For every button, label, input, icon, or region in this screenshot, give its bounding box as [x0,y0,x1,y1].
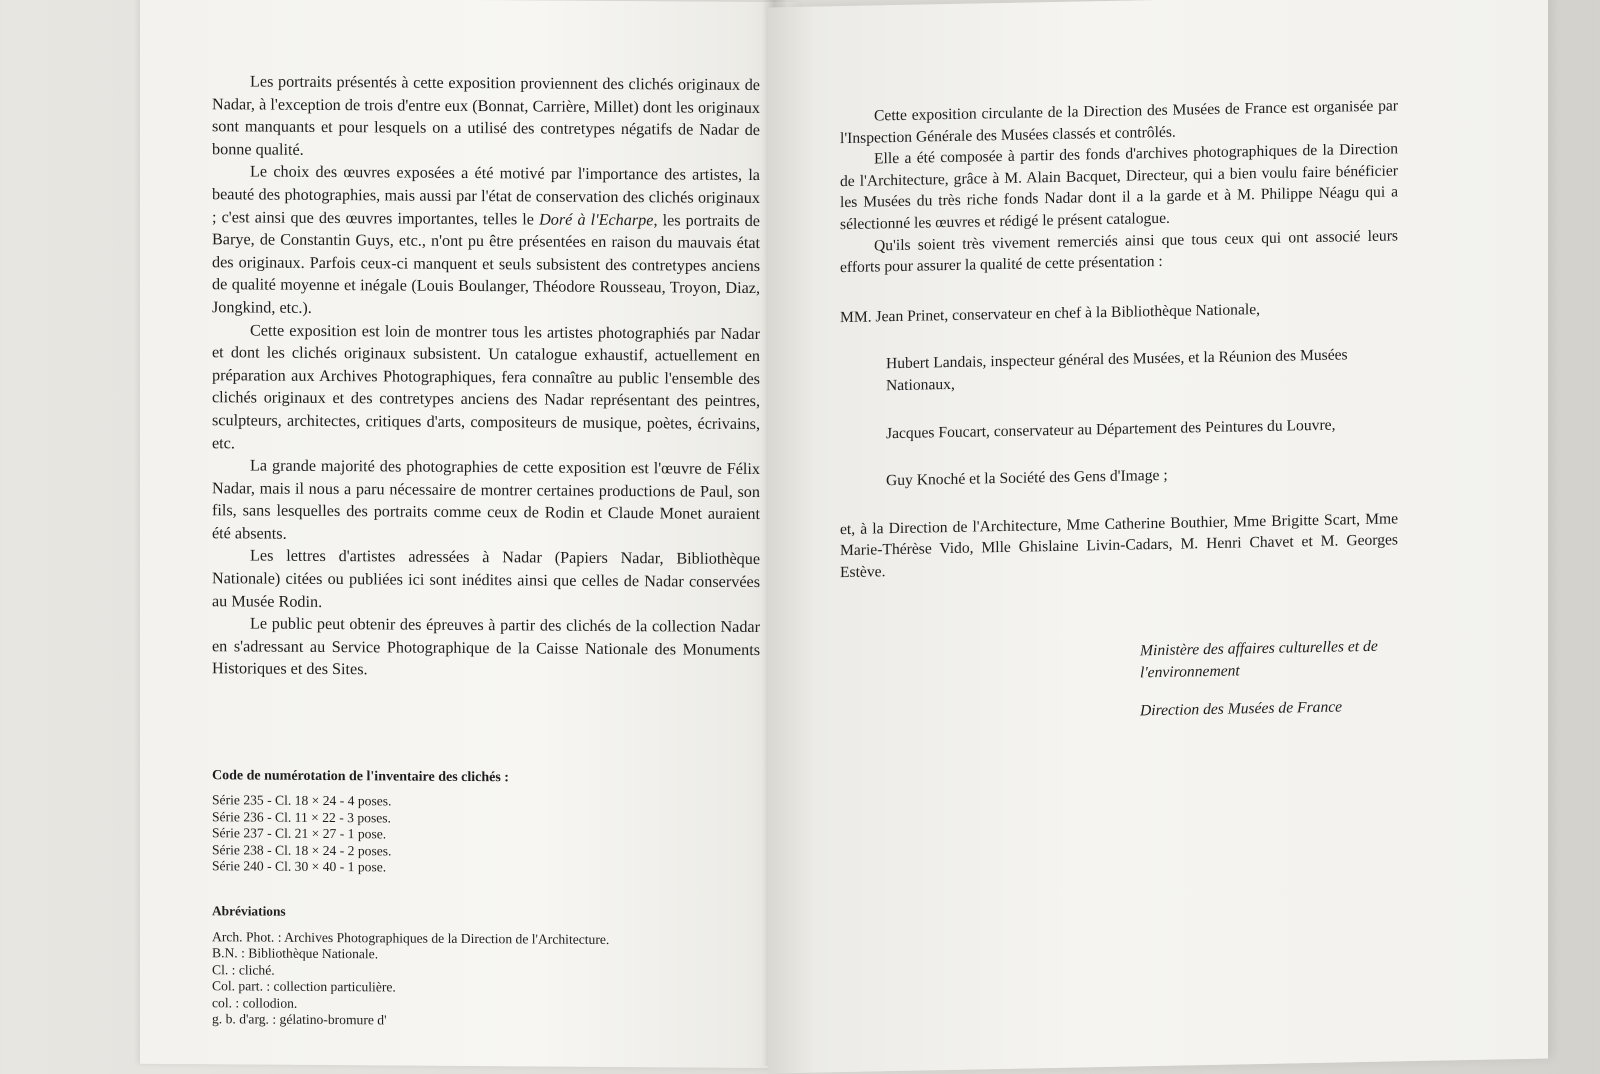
abbr-row: B.N. : Bibliothèque Nationale. [212,945,379,962]
abbreviations-list [212,929,760,1032]
abbr-row: col. : collodion. [212,994,298,1011]
paragraph-5: Les lettres d'artistes adressées à Nadar (Papiers Nadar, Bibliothèque Nationale) citées ou publiées ici sont inédites ainsi que celles de Nadar conservées au Musée Rodin. [212,546,760,611]
paragraph-3: Cette exposition est loin de montrer tous les artistes photographiés par Nadar et dont les clichés originaux subsistent. Un catalogue exhaustif, actuellement en préparation aux Archives Photographiques, fera connaître au public l'ensemble des clichés originaux et des contretypes anciens des Nadar représentant des peintres, sculpteurs, architectes, critiques d'arts, compositeurs de musique, poètes, écrivains, etc. [212,320,760,452]
paragraph-2-tail: , les portraits de Barye, de Constantin [212,210,760,250]
signature-direction: Direction des Musées de France [1140,697,1343,719]
intro-paragraph-3: Qu'ils soient très vivement remerciés ainsi que tous ceux qui ont associé leurs efforts pour assurer la qualité de cette présentation : [840,226,1398,277]
paragraph-2-end: Guys, etc., n'ont pu être présentées en raison du mauvais état des originaux. Parfois ceux-ci manquent et seuls subsistent des contretypes anciens de qualité moyenne et inégale (Louis Boulanger, Théodore Rousseau, Troyon, Diaz, Jongkind, etc.). [212,231,761,317]
abbr-row: Cl. : cliché. [212,961,275,978]
code-row: Série 240 - Cl. 30 × 40 - 1 pose. [212,858,387,875]
abbr-row: Col. part. : collection particulière. [212,978,396,995]
paragraph-1: Les portraits présentés à cette exposition proviennent des clichés originaux de Nadar, à l'exception de trois d'entre eux (Bonnat, Carrière, Millet) dont les originaux sont manquants et pour lesquels on a utilisé des contretypes négatifs de Nadar de bonne qualité. [212,72,760,159]
acknowledgement-landais: Hubert Landais, inspecteur général des Musées, et la Réunion des Musées Nationaux, [886,346,1348,395]
signature-ministry: Ministère des affaires culturelles et de l'environnement [1140,637,1378,681]
code-list [212,792,760,878]
right-page [768,0,1548,1073]
code-row: Série 237 - Cl. 21 × 27 - 1 pose. [212,825,387,842]
paragraph-2-lead: Le choix des œuvres exposées a été motivé par l'importance des [250,162,686,184]
paragraph-4: La grande majorité des photographies de cette exposition est l'œuvre de Félix Nadar, mais il nous a paru nécessaire de montrer certaines productions de Paul, son fils, sans lesquelles des portraits comme ceux de Rodin et Claude Monet auraient été absents. [212,456,760,543]
dore-title: Doré à l'Echarpe [539,210,654,229]
left-page [140,0,800,1068]
code-row: Série 236 - Cl. 11 × 22 - 3 poses. [212,808,391,825]
acknowledgement-knoche: Guy Knoché et la Société des Gens d'Image ; [886,466,1168,490]
acknowledgement-architecture: et, à la Direction de l'Architecture, Mme Catherine Bouthier, Mme Brigitte Scart, Mme Marie-Thérèse Vido, Mlle Ghislaine Livin-Cadars, M. Henri Chavet et M. Georges Estève. [840,510,1398,582]
intro-paragraph-2: Elle a été composée à partir des fonds d'archives photographiques de la Direction de l'Architecture, grâce à M. Alain Bacquet, Directeur, qui a bien voulu faire bénéficier les Musées du très riche fonds Nadar dont il a la garde et à M. Philippe Néagu qui a sélectionné les œuvres et rédigé le présent catalogue. [840,140,1398,234]
code-heading: Code de numérotation de l'inventaire des clichés : [212,768,509,786]
paragraph-2 [212,161,760,323]
code-row: Série 235 - Cl. 18 × 24 - 4 poses. [212,792,392,809]
code-row: Série 238 - Cl. 18 × 24 - 2 poses. [212,841,392,858]
intro-paragraph-1: Cette exposition circulante de la Direction des Musées de France est organisée par l'Inspection Générale des Musées classés et contrôlés. [840,97,1398,147]
paragraph-2-mid: artistes, la beauté des photographies, mais aussi par l'état de conservation des clichés originaux ; c'est ainsi que des œuvres importantes, telles le [212,165,760,229]
abbr-row: g. b. d'arg. : gélatino-bromure d' [212,1011,387,1028]
signature-block [1140,635,1398,722]
paragraph-6: Le public peut obtenir des épreuves à partir des clichés de la collection Nadar en s'adressant au Service Photographique de la Caisse Nationale des Monuments Historiques et des Sites. [212,614,760,679]
abbreviations-heading: Abréviations [212,902,286,919]
acknowledgement-prinet: MM. Jean Prinet, conservateur en chef à la Bibliothèque Nationale, [840,300,1261,326]
abbr-row: Arch. Phot. : Archives Photographiques de la Direction de l'Architecture. [212,928,610,947]
acknowledgement-foucart: Jacques Foucart, conservateur au Département des Peintures du Louvre, [886,416,1336,442]
